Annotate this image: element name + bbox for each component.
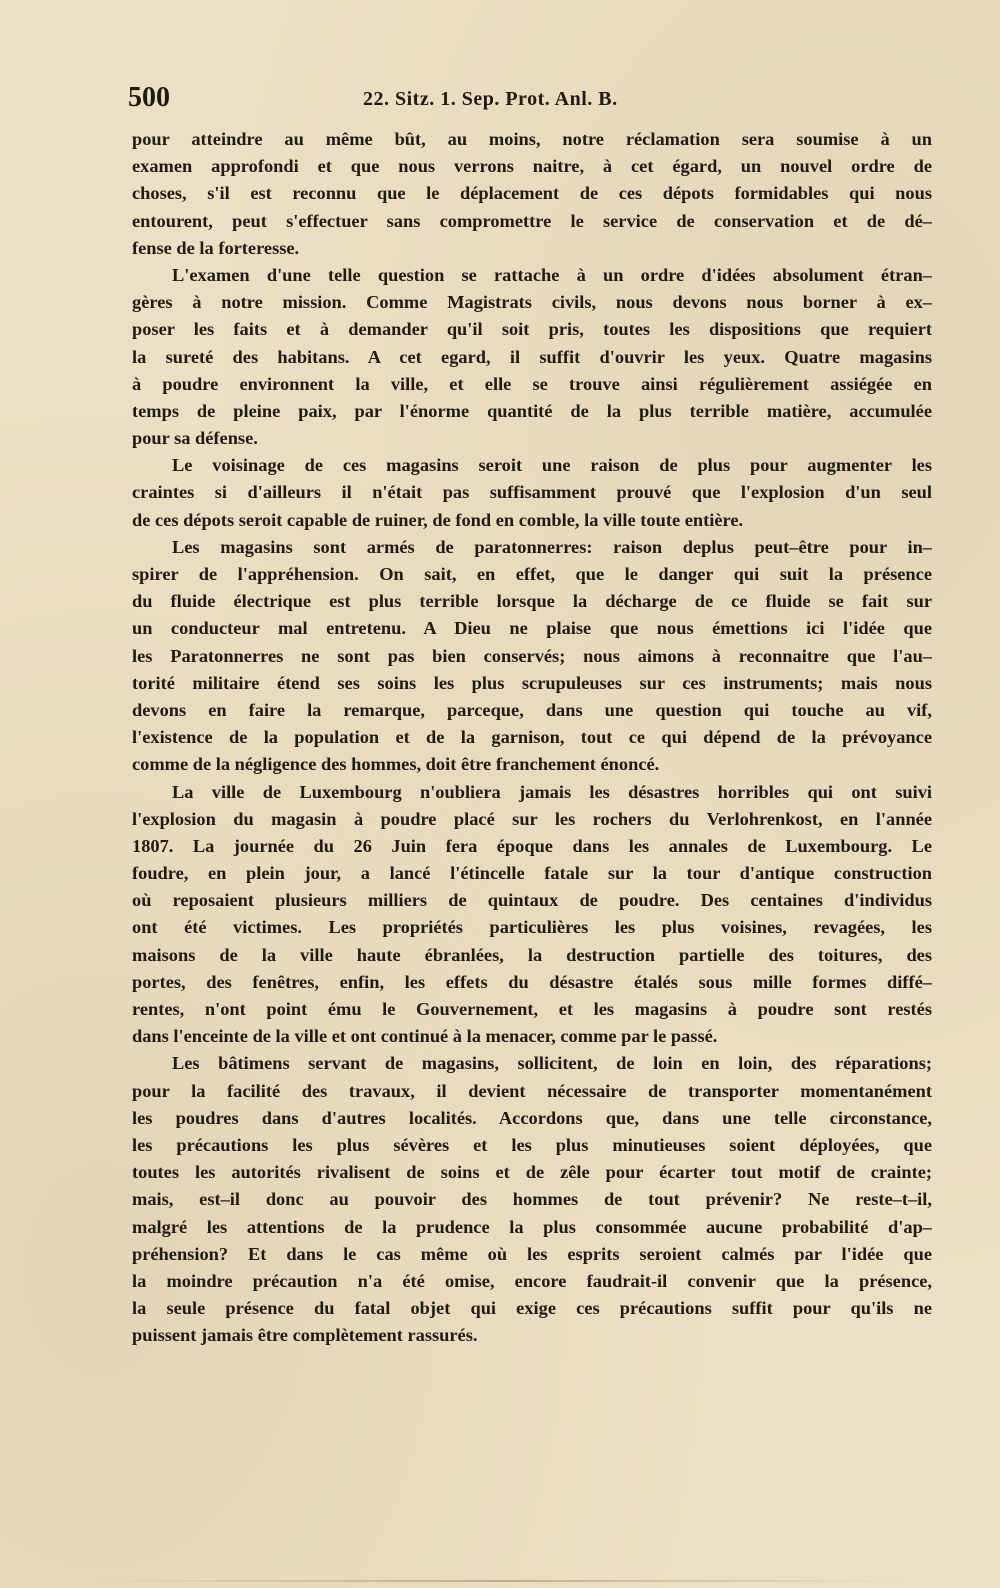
paragraph [132, 779, 932, 1051]
text-line: les précautions les plus sévères et les plus minutieuses soient déployées, que [132, 1134, 932, 1155]
paragraph [132, 534, 932, 779]
text-line: la sureté des habitans. A cet egard, il suffit d'ouvrir les yeux. Quatre magasins [132, 346, 932, 367]
text-line: l'existence de la population et de la garnison, tout ce qui dépend de la prévoyance [132, 727, 932, 748]
text-line: de ces dépots seroit capable de ruiner, de fond en comble, la ville toute entière. [132, 509, 744, 530]
text-line: rentes, n'ont point ému le Gouvernement, et les magasins à poudre sont restés [132, 999, 932, 1019]
text-line: l'explosion du magasin à poudre placé sur les rochers du Verlohrenkost, en l'année [132, 808, 932, 829]
page-edge [90, 1580, 910, 1582]
text-line: toutes les autorités rivalisent de soins et de zêle pour écarter tout motif de crainte; [132, 1162, 932, 1183]
text-line: Les bâtimens servant de magasins, sollicitent, de loin en loin, des réparations; [172, 1053, 932, 1074]
text-line: L'examen d'une telle question se rattache à un ordre d'idées absolument étran– [172, 264, 932, 285]
running-head: 22. Sitz. 1. Sep. Prot. Anl. B. [363, 88, 618, 110]
paragraph [132, 126, 932, 262]
text-line: examen approfondi et que nous verrons naitre, à cet égard, un nouvel ordre de [132, 156, 932, 177]
text-line: foudre, en plein jour, a lancé l'étincelle fatale sur la tour d'antique construction [132, 863, 932, 884]
paragraph [132, 262, 932, 452]
text-line: préhension? Et dans le cas même où les esprits seroient calmés par l'idée que [132, 1243, 932, 1264]
paragraph [132, 1050, 932, 1349]
text-line: torité militaire étend ses soins les plus scrupuleuses sur ces instruments; mais nous [132, 672, 932, 693]
text-line: 1807. La journée du 26 Juin fera époque dans les annales de Luxembourg. Le [132, 835, 932, 856]
text-line: portes, des fenêtres, enfin, les effets du désastre étalés sous mille formes diffé– [132, 971, 932, 992]
text-line: fense de la forteresse. [132, 237, 300, 258]
text-line: à poudre environnent la ville, et elle se trouve ainsi régulièrement assiégée en [132, 373, 932, 394]
text-line: la seule présence du fatal objet qui exige ces précautions suffit pour qu'ils ne [132, 1298, 932, 1319]
text-line: du fluide électrique est plus terrible lorsque la décharge de ce fluide se fait sur [132, 591, 932, 612]
text-line: spirer de l'appréhension. On sait, en effet, que le danger qui suit la présence [132, 564, 932, 584]
text-line: Les magasins sont armés de paratonnerres: raison deplus peut–être pour in– [172, 536, 932, 557]
page-header [128, 82, 928, 122]
text-line: devons en faire la remarque, parceque, dans une question qui touche au vif, [132, 699, 932, 720]
text-line: la moindre précaution n'a été omise, encore faudrait-il convenir que la présence, [132, 1270, 932, 1291]
text-line: puissent jamais être complètement rassurés. [132, 1325, 478, 1346]
paragraph [132, 452, 932, 534]
text-line: les poudres dans d'autres localités. Accordons que, dans une telle circonstance, [132, 1107, 932, 1128]
text-line: gères à notre mission. Comme Magistrats civils, nous devons nous borner à ex– [132, 292, 932, 313]
text-line: pour atteindre au même bût, au moins, notre réclamation sera soumise à un [132, 129, 932, 149]
text-line: ont été victimes. Les propriétés particulières les plus voisines, revagées, les [132, 917, 932, 938]
text-body [132, 126, 932, 1349]
text-line: où reposaient plusieurs milliers de quintaux de poudre. Des centaines d'individus [132, 890, 932, 911]
text-line: pour la facilité des travaux, il devient nécessaire de transporter momentanément [132, 1080, 932, 1101]
text-line: les Paratonnerres ne sont pas bien conservés; nous aimons à reconnaitre que l'au– [132, 645, 932, 666]
text-line: Le voisinage de ces magasins seroit une raison de plus pour augmenter les [172, 455, 932, 476]
page-number: 500 [128, 82, 170, 113]
text-line: dans l'enceinte de la ville et ont continué à la menacer, comme par le passé. [132, 1026, 718, 1047]
text-line: craintes si d'ailleurs il n'était pas suffisamment prouvé que l'explosion d'un seul [132, 482, 932, 503]
text-line: un conducteur mal entretenu. A Dieu ne plaise que nous émettions ici l'idée que [132, 618, 932, 639]
text-line: mais, est–il donc au pouvoir des hommes de tout prévenir? Ne reste–t–il, [132, 1189, 932, 1210]
text-line: La ville de Luxembourg n'oubliera jamais les désastres horribles qui ont suivi [172, 781, 932, 802]
text-line: poser les faits et à demander qu'il soit pris, toutes les dispositions que requiert [132, 319, 932, 340]
text-line: maisons de la ville haute ébranlées, la destruction partielle des toitures, des [132, 944, 932, 965]
text-line: entourent, peut s'effectuer sans compromettre le service de conservation et de dé– [132, 210, 932, 231]
text-line: malgré les attentions de la prudence la plus consommée aucune probabilité d'ap– [132, 1216, 932, 1237]
text-line: temps de pleine paix, par l'énorme quantité de la plus terrible matière, accumulée [132, 400, 932, 421]
text-line: comme de la négligence des hommes, doit être franchement énoncé. [132, 754, 660, 775]
text-line: choses, s'il est reconnu que le déplacement de ces dépots formidables qui nous [132, 183, 932, 204]
text-line: pour sa défense. [132, 428, 258, 449]
